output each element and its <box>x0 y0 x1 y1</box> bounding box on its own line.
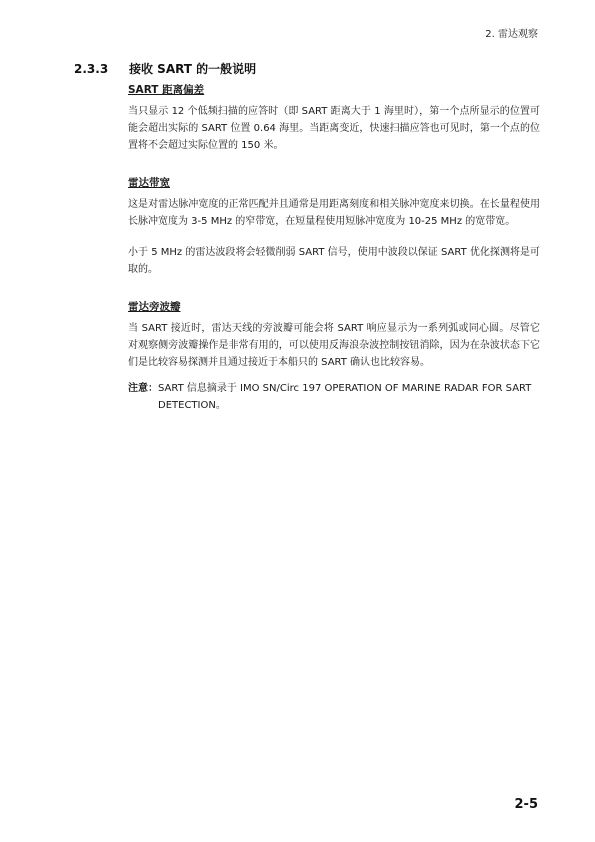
page-number: 2-5 <box>514 797 538 812</box>
paragraph: 当只显示 12 个低频扫描的应答时（即 SART 距离大于 1 海里时），第一个点所显示的位置可能会超出实际的 SART 位置 0.64 海里。当距离变近，快速扫描应答也可见时，第一个点的位置将不会超过实际位置的 150 米。 <box>128 106 540 151</box>
note-label: 注意： <box>128 383 158 394</box>
paragraph: 小于 5 MHz 的雷达波段将会轻微削弱 SART 信号，使用中波段以保证 SART 优化探测将是可取的。 <box>128 247 540 275</box>
subsection-radar-sidelobes <box>128 300 540 371</box>
subsection-title: 雷达旁波瓣 <box>128 301 181 313</box>
subsection-title: 雷达带宽 <box>128 177 170 189</box>
section-title: 接收 SART 的一般说明 <box>129 62 257 76</box>
subsection-radar-bandwidth <box>128 176 540 278</box>
paragraph: 这是对雷达脉冲宽度的正常匹配并且通常是用距离刻度和相关脉冲宽度来切换。在长量程使用长脉冲宽度为 3-5 MHz 的窄带宽，在短量程使用短脉冲宽度为 10-25 MHz 的宽带宽。 <box>128 199 540 227</box>
running-header: 2. 雷达观察 <box>485 29 538 40</box>
section-heading <box>74 60 256 77</box>
main-content <box>128 83 540 414</box>
subsection-title: SART 距离偏差 <box>128 84 205 96</box>
note-text: SART 信息摘录于 IMO SN/Circ 197 OPERATION OF MARINE RADAR FOR SART DETECTION。 <box>158 383 532 411</box>
subsection-sart-range-error <box>128 83 540 154</box>
section-number: 2.3.3 <box>74 62 109 76</box>
note <box>128 380 540 414</box>
paragraph: 当 SART 接近时，雷达天线的旁波瓣可能会将 SART 响应显示为一系列弧或同心圆。尽管它对观察侧旁波瓣操作是非常有用的，可以使用反海浪杂波控制按钮消除，因为在杂波状态下它们是比较容易探测并且通过接近于本船只的 SART 确认也比较容易。 <box>128 323 540 368</box>
